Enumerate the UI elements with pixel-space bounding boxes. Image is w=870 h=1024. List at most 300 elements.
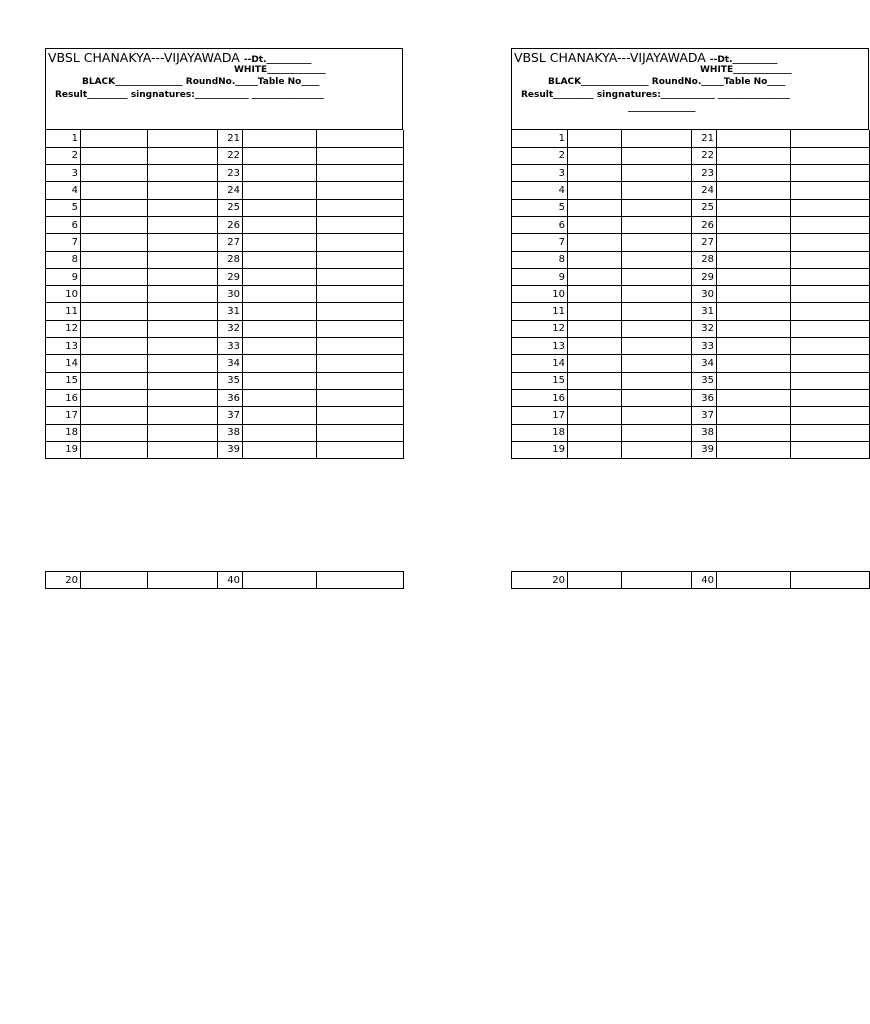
black-move-cell[interactable] bbox=[791, 389, 870, 406]
move-row bbox=[512, 407, 870, 424]
move-row bbox=[46, 372, 404, 389]
move-number-left: 6 bbox=[512, 216, 568, 233]
move-number-left: 2 bbox=[46, 147, 81, 164]
white-move-cell[interactable] bbox=[81, 338, 148, 355]
white-move-cell[interactable] bbox=[81, 199, 148, 216]
white-move-cell[interactable] bbox=[243, 251, 317, 268]
date-label: --Dt.__________ bbox=[243, 55, 312, 65]
move-number-left: 12 bbox=[46, 320, 81, 337]
move-number-right: 24 bbox=[692, 182, 717, 199]
black-move-cell[interactable] bbox=[622, 320, 692, 337]
white-move-cell[interactable] bbox=[568, 572, 622, 589]
move-number-left: 15 bbox=[512, 372, 568, 389]
black-move-cell[interactable] bbox=[148, 372, 218, 389]
move-row bbox=[46, 320, 404, 337]
white-move-cell[interactable] bbox=[81, 441, 148, 458]
move-number-left: 5 bbox=[512, 199, 568, 216]
move-row bbox=[512, 355, 870, 372]
black-move-cell[interactable] bbox=[622, 389, 692, 406]
white-move-cell[interactable] bbox=[243, 234, 317, 251]
white-move-cell[interactable] bbox=[568, 251, 622, 268]
black-move-cell[interactable] bbox=[622, 268, 692, 285]
sheet-title: VBSL CHANAKYA---VIJAYAWADA bbox=[48, 50, 240, 65]
move-number-left: 16 bbox=[46, 389, 81, 406]
move-row bbox=[46, 251, 404, 268]
move-number-right: 36 bbox=[218, 389, 243, 406]
black-move-cell[interactable] bbox=[791, 320, 870, 337]
move-number-left: 2 bbox=[512, 147, 568, 164]
black-move-cell[interactable] bbox=[791, 441, 870, 458]
signature-line: _______________ bbox=[628, 103, 696, 113]
move-number-right: 40 bbox=[218, 572, 243, 589]
move-number-right: 35 bbox=[692, 372, 717, 389]
black-move-cell[interactable] bbox=[148, 147, 218, 164]
move-number-left: 15 bbox=[46, 372, 81, 389]
white-move-cell[interactable] bbox=[243, 338, 317, 355]
white-move-cell[interactable] bbox=[568, 355, 622, 372]
move-row bbox=[512, 251, 870, 268]
white-move-cell[interactable] bbox=[717, 130, 791, 147]
black-move-cell[interactable] bbox=[317, 268, 404, 285]
move-number-left: 3 bbox=[46, 165, 81, 182]
black-move-cell[interactable] bbox=[622, 407, 692, 424]
move-number-right: 32 bbox=[692, 320, 717, 337]
white-move-cell[interactable] bbox=[568, 130, 622, 147]
black-move-cell[interactable] bbox=[148, 268, 218, 285]
move-row bbox=[46, 268, 404, 285]
move-row bbox=[512, 182, 870, 199]
move-row bbox=[46, 389, 404, 406]
white-move-cell[interactable] bbox=[243, 182, 317, 199]
white-move-cell[interactable] bbox=[243, 441, 317, 458]
white-move-cell[interactable] bbox=[81, 407, 148, 424]
black-round-table-label: BLACK_______________ RoundNo._____Table No____ bbox=[548, 77, 786, 87]
move-row bbox=[46, 407, 404, 424]
move-row bbox=[512, 268, 870, 285]
move-row bbox=[46, 355, 404, 372]
black-move-cell[interactable] bbox=[791, 130, 870, 147]
move-row bbox=[46, 199, 404, 216]
move-number-right: 31 bbox=[692, 303, 717, 320]
move-number-left: 3 bbox=[512, 165, 568, 182]
move-number-left: 8 bbox=[46, 251, 81, 268]
white-move-cell[interactable] bbox=[243, 407, 317, 424]
move-number-left: 18 bbox=[512, 424, 568, 441]
move-row bbox=[46, 286, 404, 303]
black-move-cell[interactable] bbox=[791, 424, 870, 441]
black-move-cell[interactable] bbox=[148, 182, 218, 199]
black-move-cell[interactable] bbox=[317, 234, 404, 251]
white-move-cell[interactable] bbox=[81, 572, 148, 589]
black-move-cell[interactable] bbox=[148, 199, 218, 216]
result-signatures-label: Result_________ singnatures:____________ ________________ bbox=[55, 90, 324, 100]
white-move-cell[interactable] bbox=[568, 216, 622, 233]
white-move-cell[interactable] bbox=[568, 303, 622, 320]
white-move-cell[interactable] bbox=[243, 268, 317, 285]
white-move-cell[interactable] bbox=[568, 441, 622, 458]
move-row bbox=[46, 234, 404, 251]
black-move-cell[interactable] bbox=[622, 182, 692, 199]
white-move-cell[interactable] bbox=[81, 303, 148, 320]
black-move-cell[interactable] bbox=[317, 424, 404, 441]
black-move-cell[interactable] bbox=[148, 303, 218, 320]
white-move-cell[interactable] bbox=[243, 320, 317, 337]
result-signatures-label: Result_________ singnatures:____________ ________________ bbox=[521, 90, 790, 100]
white-move-cell[interactable] bbox=[81, 268, 148, 285]
move-row bbox=[46, 147, 404, 164]
move-number-right: 39 bbox=[692, 441, 717, 458]
move-number-right: 23 bbox=[218, 165, 243, 182]
white-move-cell[interactable] bbox=[568, 389, 622, 406]
move-number-left: 13 bbox=[512, 338, 568, 355]
white-move-cell[interactable] bbox=[81, 234, 148, 251]
white-move-cell[interactable] bbox=[81, 130, 148, 147]
white-move-cell[interactable] bbox=[81, 355, 148, 372]
white-move-cell[interactable] bbox=[568, 165, 622, 182]
sheet-title: VBSL CHANAKYA---VIJAYAWADA bbox=[514, 50, 706, 65]
white-move-cell[interactable] bbox=[717, 338, 791, 355]
move-row bbox=[512, 389, 870, 406]
white-move-cell[interactable] bbox=[243, 147, 317, 164]
black-move-cell[interactable] bbox=[148, 424, 218, 441]
black-move-cell[interactable] bbox=[791, 182, 870, 199]
white-move-cell[interactable] bbox=[243, 389, 317, 406]
move-number-left: 19 bbox=[512, 441, 568, 458]
black-move-cell[interactable] bbox=[622, 216, 692, 233]
white-move-cell[interactable] bbox=[717, 268, 791, 285]
move-number-right: 29 bbox=[218, 268, 243, 285]
black-move-cell[interactable] bbox=[317, 320, 404, 337]
white-move-cell[interactable] bbox=[81, 389, 148, 406]
move-row bbox=[512, 303, 870, 320]
white-move-cell[interactable] bbox=[568, 199, 622, 216]
white-move-cell[interactable] bbox=[568, 234, 622, 251]
move-number-left: 16 bbox=[512, 389, 568, 406]
move-number-right: 24 bbox=[218, 182, 243, 199]
white-move-cell[interactable] bbox=[568, 182, 622, 199]
move-number-left: 20 bbox=[512, 572, 568, 589]
white-move-cell[interactable] bbox=[243, 372, 317, 389]
move-row bbox=[512, 320, 870, 337]
move-row bbox=[512, 165, 870, 182]
move-row bbox=[512, 441, 870, 458]
white-move-cell[interactable] bbox=[568, 147, 622, 164]
move-number-left: 1 bbox=[512, 130, 568, 147]
move-number-right: 37 bbox=[218, 407, 243, 424]
move-number-right: 30 bbox=[692, 286, 717, 303]
move-number-right: 25 bbox=[218, 199, 243, 216]
white-move-cell[interactable] bbox=[717, 389, 791, 406]
sheet-title-line bbox=[48, 50, 312, 65]
move-row bbox=[46, 130, 404, 147]
white-move-cell[interactable] bbox=[243, 165, 317, 182]
black-move-cell[interactable] bbox=[317, 572, 404, 589]
black-move-cell[interactable] bbox=[622, 303, 692, 320]
black-move-cell[interactable] bbox=[317, 407, 404, 424]
white-move-cell[interactable] bbox=[568, 286, 622, 303]
white-move-cell[interactable] bbox=[81, 286, 148, 303]
move-number-right: 22 bbox=[692, 147, 717, 164]
black-move-cell[interactable] bbox=[791, 303, 870, 320]
move-number-left: 11 bbox=[46, 303, 81, 320]
move-number-left: 20 bbox=[46, 572, 81, 589]
moves-table bbox=[511, 130, 870, 459]
black-move-cell[interactable] bbox=[317, 355, 404, 372]
white-move-cell[interactable] bbox=[717, 165, 791, 182]
black-move-cell[interactable] bbox=[791, 165, 870, 182]
white-move-cell[interactable] bbox=[81, 320, 148, 337]
black-move-cell[interactable] bbox=[148, 338, 218, 355]
move-number-left: 10 bbox=[46, 286, 81, 303]
move-number-right: 25 bbox=[692, 199, 717, 216]
move-number-right: 29 bbox=[692, 268, 717, 285]
moves-table-body bbox=[46, 130, 404, 459]
move-row bbox=[46, 424, 404, 441]
black-move-cell[interactable] bbox=[317, 441, 404, 458]
move-number-right: 26 bbox=[692, 216, 717, 233]
black-move-cell[interactable] bbox=[791, 355, 870, 372]
black-move-cell[interactable] bbox=[622, 251, 692, 268]
white-move-cell[interactable] bbox=[717, 424, 791, 441]
white-move-cell[interactable] bbox=[717, 286, 791, 303]
move-number-left: 17 bbox=[46, 407, 81, 424]
black-move-cell[interactable] bbox=[791, 286, 870, 303]
move-number-left: 1 bbox=[46, 130, 81, 147]
black-move-cell[interactable] bbox=[148, 572, 218, 589]
move-number-right: 38 bbox=[218, 424, 243, 441]
white-move-cell[interactable] bbox=[81, 165, 148, 182]
move-row bbox=[512, 216, 870, 233]
black-move-cell[interactable] bbox=[622, 355, 692, 372]
move-number-right: 39 bbox=[218, 441, 243, 458]
white-move-cell[interactable] bbox=[81, 147, 148, 164]
black-move-cell[interactable] bbox=[791, 338, 870, 355]
white-move-cell[interactable] bbox=[717, 147, 791, 164]
white-move-cell[interactable] bbox=[717, 572, 791, 589]
move-row bbox=[46, 216, 404, 233]
black-move-cell[interactable] bbox=[791, 251, 870, 268]
white-move-cell[interactable] bbox=[568, 338, 622, 355]
scoresheet-left bbox=[45, 48, 403, 589]
black-move-cell[interactable] bbox=[317, 199, 404, 216]
moves-table-body bbox=[512, 130, 870, 459]
white-label: WHITE_____________ bbox=[700, 65, 792, 75]
black-move-cell[interactable] bbox=[622, 372, 692, 389]
black-move-cell[interactable] bbox=[791, 407, 870, 424]
move-number-left: 14 bbox=[512, 355, 568, 372]
move-row bbox=[46, 441, 404, 458]
move-row bbox=[512, 130, 870, 147]
black-move-cell[interactable] bbox=[317, 165, 404, 182]
sheet-header bbox=[45, 48, 403, 130]
move-number-right: 33 bbox=[692, 338, 717, 355]
black-move-cell[interactable] bbox=[317, 251, 404, 268]
move-number-right: 35 bbox=[218, 372, 243, 389]
black-move-cell[interactable] bbox=[791, 216, 870, 233]
white-move-cell[interactable] bbox=[717, 182, 791, 199]
black-move-cell[interactable] bbox=[148, 389, 218, 406]
move-number-right: 27 bbox=[218, 234, 243, 251]
moves-table bbox=[45, 130, 404, 459]
move-number-right: 40 bbox=[692, 572, 717, 589]
black-move-cell[interactable] bbox=[148, 407, 218, 424]
white-move-cell[interactable] bbox=[717, 372, 791, 389]
white-move-cell[interactable] bbox=[717, 407, 791, 424]
move-number-right: 31 bbox=[218, 303, 243, 320]
move-number-left: 4 bbox=[512, 182, 568, 199]
black-move-cell[interactable] bbox=[622, 286, 692, 303]
move-number-right: 37 bbox=[692, 407, 717, 424]
black-move-cell[interactable] bbox=[622, 199, 692, 216]
move-number-right: 22 bbox=[218, 147, 243, 164]
move-number-right: 28 bbox=[692, 251, 717, 268]
white-move-cell[interactable] bbox=[568, 372, 622, 389]
black-move-cell[interactable] bbox=[791, 372, 870, 389]
white-move-cell[interactable] bbox=[243, 572, 317, 589]
move-number-left: 7 bbox=[46, 234, 81, 251]
move-number-right: 32 bbox=[218, 320, 243, 337]
black-move-cell[interactable] bbox=[148, 130, 218, 147]
white-move-cell[interactable] bbox=[717, 320, 791, 337]
black-move-cell[interactable] bbox=[148, 441, 218, 458]
black-move-cell[interactable] bbox=[148, 165, 218, 182]
white-move-cell[interactable] bbox=[568, 424, 622, 441]
black-move-cell[interactable] bbox=[622, 338, 692, 355]
move-row bbox=[512, 286, 870, 303]
move-number-right: 30 bbox=[218, 286, 243, 303]
scoresheet-right bbox=[511, 48, 792, 618]
black-move-cell[interactable] bbox=[622, 130, 692, 147]
black-move-cell[interactable] bbox=[622, 234, 692, 251]
move-row bbox=[512, 147, 870, 164]
move-number-right: 38 bbox=[692, 424, 717, 441]
white-move-cell[interactable] bbox=[717, 303, 791, 320]
move-row bbox=[512, 424, 870, 441]
white-move-cell[interactable] bbox=[717, 199, 791, 216]
white-move-cell[interactable] bbox=[243, 303, 317, 320]
move-row bbox=[46, 165, 404, 182]
move-number-right: 36 bbox=[692, 389, 717, 406]
white-move-cell[interactable] bbox=[568, 407, 622, 424]
white-move-cell[interactable] bbox=[717, 441, 791, 458]
white-move-cell[interactable] bbox=[243, 216, 317, 233]
move-number-right: 21 bbox=[692, 130, 717, 147]
white-move-cell[interactable] bbox=[81, 251, 148, 268]
white-move-cell[interactable] bbox=[568, 320, 622, 337]
move-number-left: 8 bbox=[512, 251, 568, 268]
date-label: --Dt.__________ bbox=[709, 55, 778, 65]
move-number-left: 10 bbox=[512, 286, 568, 303]
move-number-left: 9 bbox=[512, 268, 568, 285]
black-round-table-label: BLACK_______________ RoundNo._____Table No____ bbox=[82, 77, 320, 87]
move-number-left: 4 bbox=[46, 182, 81, 199]
move-number-right: 26 bbox=[218, 216, 243, 233]
black-move-cell[interactable] bbox=[317, 338, 404, 355]
white-move-cell[interactable] bbox=[717, 251, 791, 268]
sheet-header bbox=[511, 48, 869, 130]
move-number-left: 19 bbox=[46, 441, 81, 458]
black-move-cell[interactable] bbox=[148, 234, 218, 251]
move-number-right: 27 bbox=[692, 234, 717, 251]
move-number-left: 11 bbox=[512, 303, 568, 320]
move-number-left: 17 bbox=[512, 407, 568, 424]
black-move-cell[interactable] bbox=[317, 303, 404, 320]
black-move-cell[interactable] bbox=[317, 216, 404, 233]
black-move-cell[interactable] bbox=[317, 372, 404, 389]
black-move-cell[interactable] bbox=[791, 147, 870, 164]
black-move-cell[interactable] bbox=[148, 216, 218, 233]
last-move-table bbox=[45, 571, 404, 589]
black-move-cell[interactable] bbox=[317, 389, 404, 406]
move-number-right: 34 bbox=[692, 355, 717, 372]
move-number-left: 12 bbox=[512, 320, 568, 337]
black-move-cell[interactable] bbox=[148, 286, 218, 303]
move-number-left: 9 bbox=[46, 268, 81, 285]
move-number-right: 21 bbox=[218, 130, 243, 147]
black-move-cell[interactable] bbox=[791, 572, 870, 589]
white-move-cell[interactable] bbox=[243, 199, 317, 216]
move-number-right: 28 bbox=[218, 251, 243, 268]
black-move-cell[interactable] bbox=[622, 572, 692, 589]
black-move-cell[interactable] bbox=[622, 424, 692, 441]
sheet-title-line bbox=[514, 50, 778, 65]
black-move-cell[interactable] bbox=[622, 165, 692, 182]
black-move-cell[interactable] bbox=[317, 182, 404, 199]
black-move-cell[interactable] bbox=[317, 130, 404, 147]
white-move-cell[interactable] bbox=[243, 286, 317, 303]
white-move-cell[interactable] bbox=[243, 130, 317, 147]
move-number-left: 13 bbox=[46, 338, 81, 355]
white-move-cell[interactable] bbox=[243, 424, 317, 441]
black-move-cell[interactable] bbox=[148, 320, 218, 337]
black-move-cell[interactable] bbox=[148, 251, 218, 268]
black-move-cell[interactable] bbox=[791, 268, 870, 285]
white-move-cell[interactable] bbox=[568, 268, 622, 285]
move-row bbox=[46, 338, 404, 355]
move-number-right: 33 bbox=[218, 338, 243, 355]
move-number-left: 14 bbox=[46, 355, 81, 372]
black-move-cell[interactable] bbox=[791, 234, 870, 251]
move-number-right: 23 bbox=[692, 165, 717, 182]
black-move-cell[interactable] bbox=[622, 441, 692, 458]
white-move-cell[interactable] bbox=[243, 355, 317, 372]
move-row bbox=[512, 338, 870, 355]
black-move-cell[interactable] bbox=[148, 355, 218, 372]
white-move-cell[interactable] bbox=[81, 424, 148, 441]
black-move-cell[interactable] bbox=[622, 147, 692, 164]
white-move-cell[interactable] bbox=[717, 355, 791, 372]
black-move-cell[interactable] bbox=[317, 147, 404, 164]
move-number-left: 7 bbox=[512, 234, 568, 251]
black-move-cell[interactable] bbox=[791, 199, 870, 216]
move-row bbox=[512, 199, 870, 216]
move-number-left: 18 bbox=[46, 424, 81, 441]
white-move-cell[interactable] bbox=[81, 182, 148, 199]
white-move-cell[interactable] bbox=[717, 234, 791, 251]
move-row bbox=[46, 182, 404, 199]
move-number-left: 6 bbox=[46, 216, 81, 233]
move-number-right: 34 bbox=[218, 355, 243, 372]
move-number-left: 5 bbox=[46, 199, 81, 216]
black-move-cell[interactable] bbox=[317, 286, 404, 303]
white-move-cell[interactable] bbox=[81, 372, 148, 389]
white-move-cell[interactable] bbox=[81, 216, 148, 233]
last-move-table bbox=[511, 571, 870, 589]
white-move-cell[interactable] bbox=[717, 216, 791, 233]
move-row bbox=[46, 303, 404, 320]
white-label: WHITE_____________ bbox=[234, 65, 326, 75]
move-row bbox=[512, 234, 870, 251]
